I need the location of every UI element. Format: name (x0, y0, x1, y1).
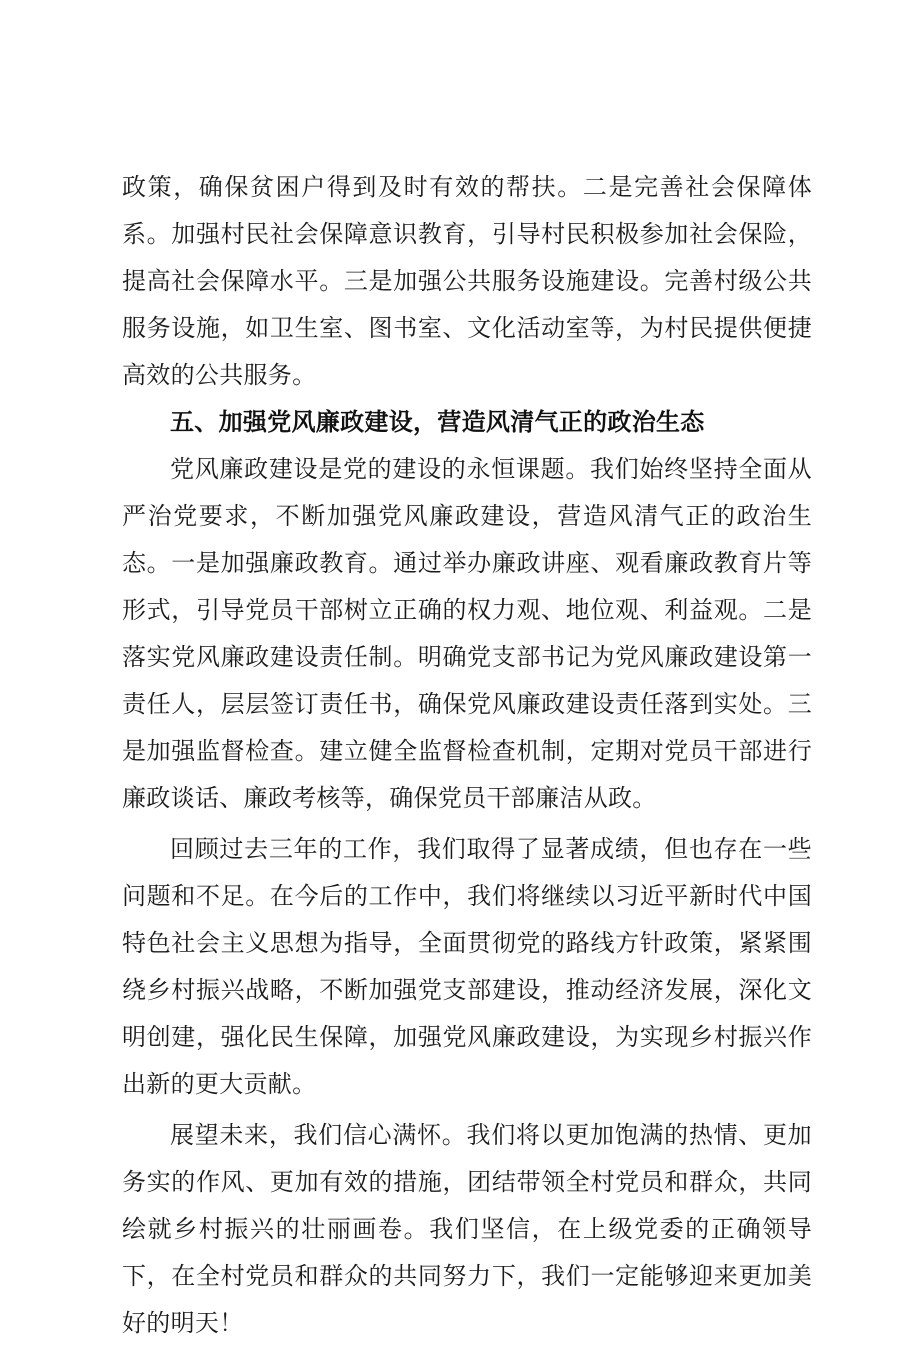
paragraph-continued: 政策，确保贫困户得到及时有效的帮扶。二是完善社会保障体系。加强村民社会保障意识教育，引导村民积极参加社会保险，提高社会保障水平。三是加强公共服务设施建设。完善村级公共服务设施，如卫生室、图书室、文化活动室等，为村民提供便捷高效的公共服务。 (122, 173, 812, 389)
paragraph-clean-governance: 党风廉政建设是党的建设的永恒课题。我们始终坚持全面从严治党要求，不断加强党风廉政建设，营造风清气正的政治生态。一是加强廉政教育。通过举办廉政讲座、观看廉政教育片等形式，引导党员干部树立正确的权力观、地位观、利益观。二是落实党风廉政建设责任制。明确党支部书记为党风廉政建设第一责任人，层层签订责任书，确保党风廉政建设责任落到实处。三是加强监督检查。建立健全监督检查机制，定期对党员干部进行廉政谈话、廉政考核等，确保党员干部廉洁从政。 (122, 455, 812, 812)
section-heading-five: 五、加强党风廉政建设，营造风清气正的政治生态 (170, 408, 705, 436)
paragraph-outlook: 展望未来，我们信心满怀。我们将以更加饱满的热情、更加务实的作风、更加有效的措施，团结带领全村党员和群众，共同绘就乡村振兴的壮丽画卷。我们坚信，在上级党委的正确领导下，在全村党员和群众的共同努力下，我们一定能够迎来更加美好的明天！ (122, 1121, 812, 1337)
paragraph-review: 回顾过去三年的工作，我们取得了显著成绩，但也存在一些问题和不足。在今后的工作中，我们将继续以习近平新时代中国特色社会主义思想为指导，全面贯彻党的路线方针政策，紧紧围绕乡村振兴战略，不断加强党支部建设，推动经济发展，深化文明创建，强化民生保障，加强党风廉政建设，为实现乡村振兴作出新的更大贡献。 (122, 835, 812, 1098)
document-body (122, 164, 812, 1347)
